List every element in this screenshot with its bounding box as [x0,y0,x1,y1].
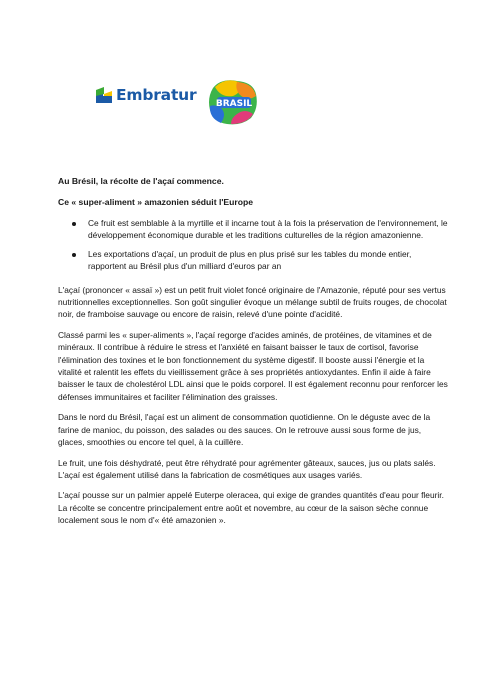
list-item-text: Les exportations d'açaí, un produit de plus en plus prisé sur les tables du monde entier, rapportent au Brésil plus d'un milliard d'euros par an [88,248,412,271]
embratur-logo [96,86,196,104]
list-item [58,249,448,273]
list-item [58,218,448,242]
document-subtitle: Ce « super-aliment » amazonien séduit l'Europe [58,197,253,207]
list-item-text: Ce fruit est semblable à la myrtille et il incarne tout à la fois la préservation de l'environnement, le développement économique durable et les traditions culturelles de la région amazonienne. [88,218,448,240]
document-title: Au Brésil, la récolte de l'açaí commence. [58,176,224,186]
paragraph-benefits: Classé parmi les « super-aliments », l'açaí regorge d'acides aminés, de protéines, de vitamines et de minéraux. Il contribue à réduire le stress et l'anxiété en faisant baisser le taux de cortisol, favorise l'élimination des toxines et le bon fonctionnement du système digestif. Il booste aussi l'énergie et la vitalité et ralentit les effets du vieillissement grâce à ses propriétés antioxydantes. Enfin il aide à faire baisser le taux de cholestérol LDL ainsi que le poids corporel. Il est également reconnu pour renforcer les défenses immunitaires et faciliter l'élimination des graisses. [58,329,448,402]
highlights-list [58,218,448,273]
paragraph-harvest: L'açaí pousse sur un palmier appelé Euterpe oleracea, qui exige de grandes quantités d'eau pour fleurir. La récolte se concentre principalement entre août et novembre, au cœur de la saison sèche connue localement sous le nom d'« été amazonien ». [58,490,444,526]
bullet-icon [72,253,76,257]
brasil-wordmark: BRASIL [215,99,253,109]
logo-row [0,78,495,128]
paragraph-uses: Le fruit, une fois déshydraté, peut être réhydraté pour agrémenter gâteaux, sauces, jus ou plats salés. L'açaí est également utilisé dans la fabrication de cosmétiques aux usages variés. [58,457,436,480]
bullet-icon [72,222,76,226]
press-release [58,175,448,535]
paragraph-consumption: Dans le nord du Brésil, l'açaí est un aliment de consommation quotidienne. On le déguste avec de la farine de manioc, du poisson, des salades ou des sauces. On le retrouve aussi sous forme de jus, glaces, smoothies ou encore tel quel, à la cuillère. [58,412,431,448]
paragraph-intro: L'açaí (prononcer « assaï ») est un petit fruit violet foncé originaire de l'Amazonie, réputé pour ses vertus nutritionnelles exceptionnelles. Son goût singulier évoque un mélange subtil de fruits rouges, de chocolat noir, de framboise sauvage ou encore de raisin, relevé d'une pointe d'acidité. [58,284,447,320]
brasil-logo [207,78,259,126]
embratur-mark-icon [96,87,112,103]
embratur-wordmark: Embratur [116,86,197,104]
